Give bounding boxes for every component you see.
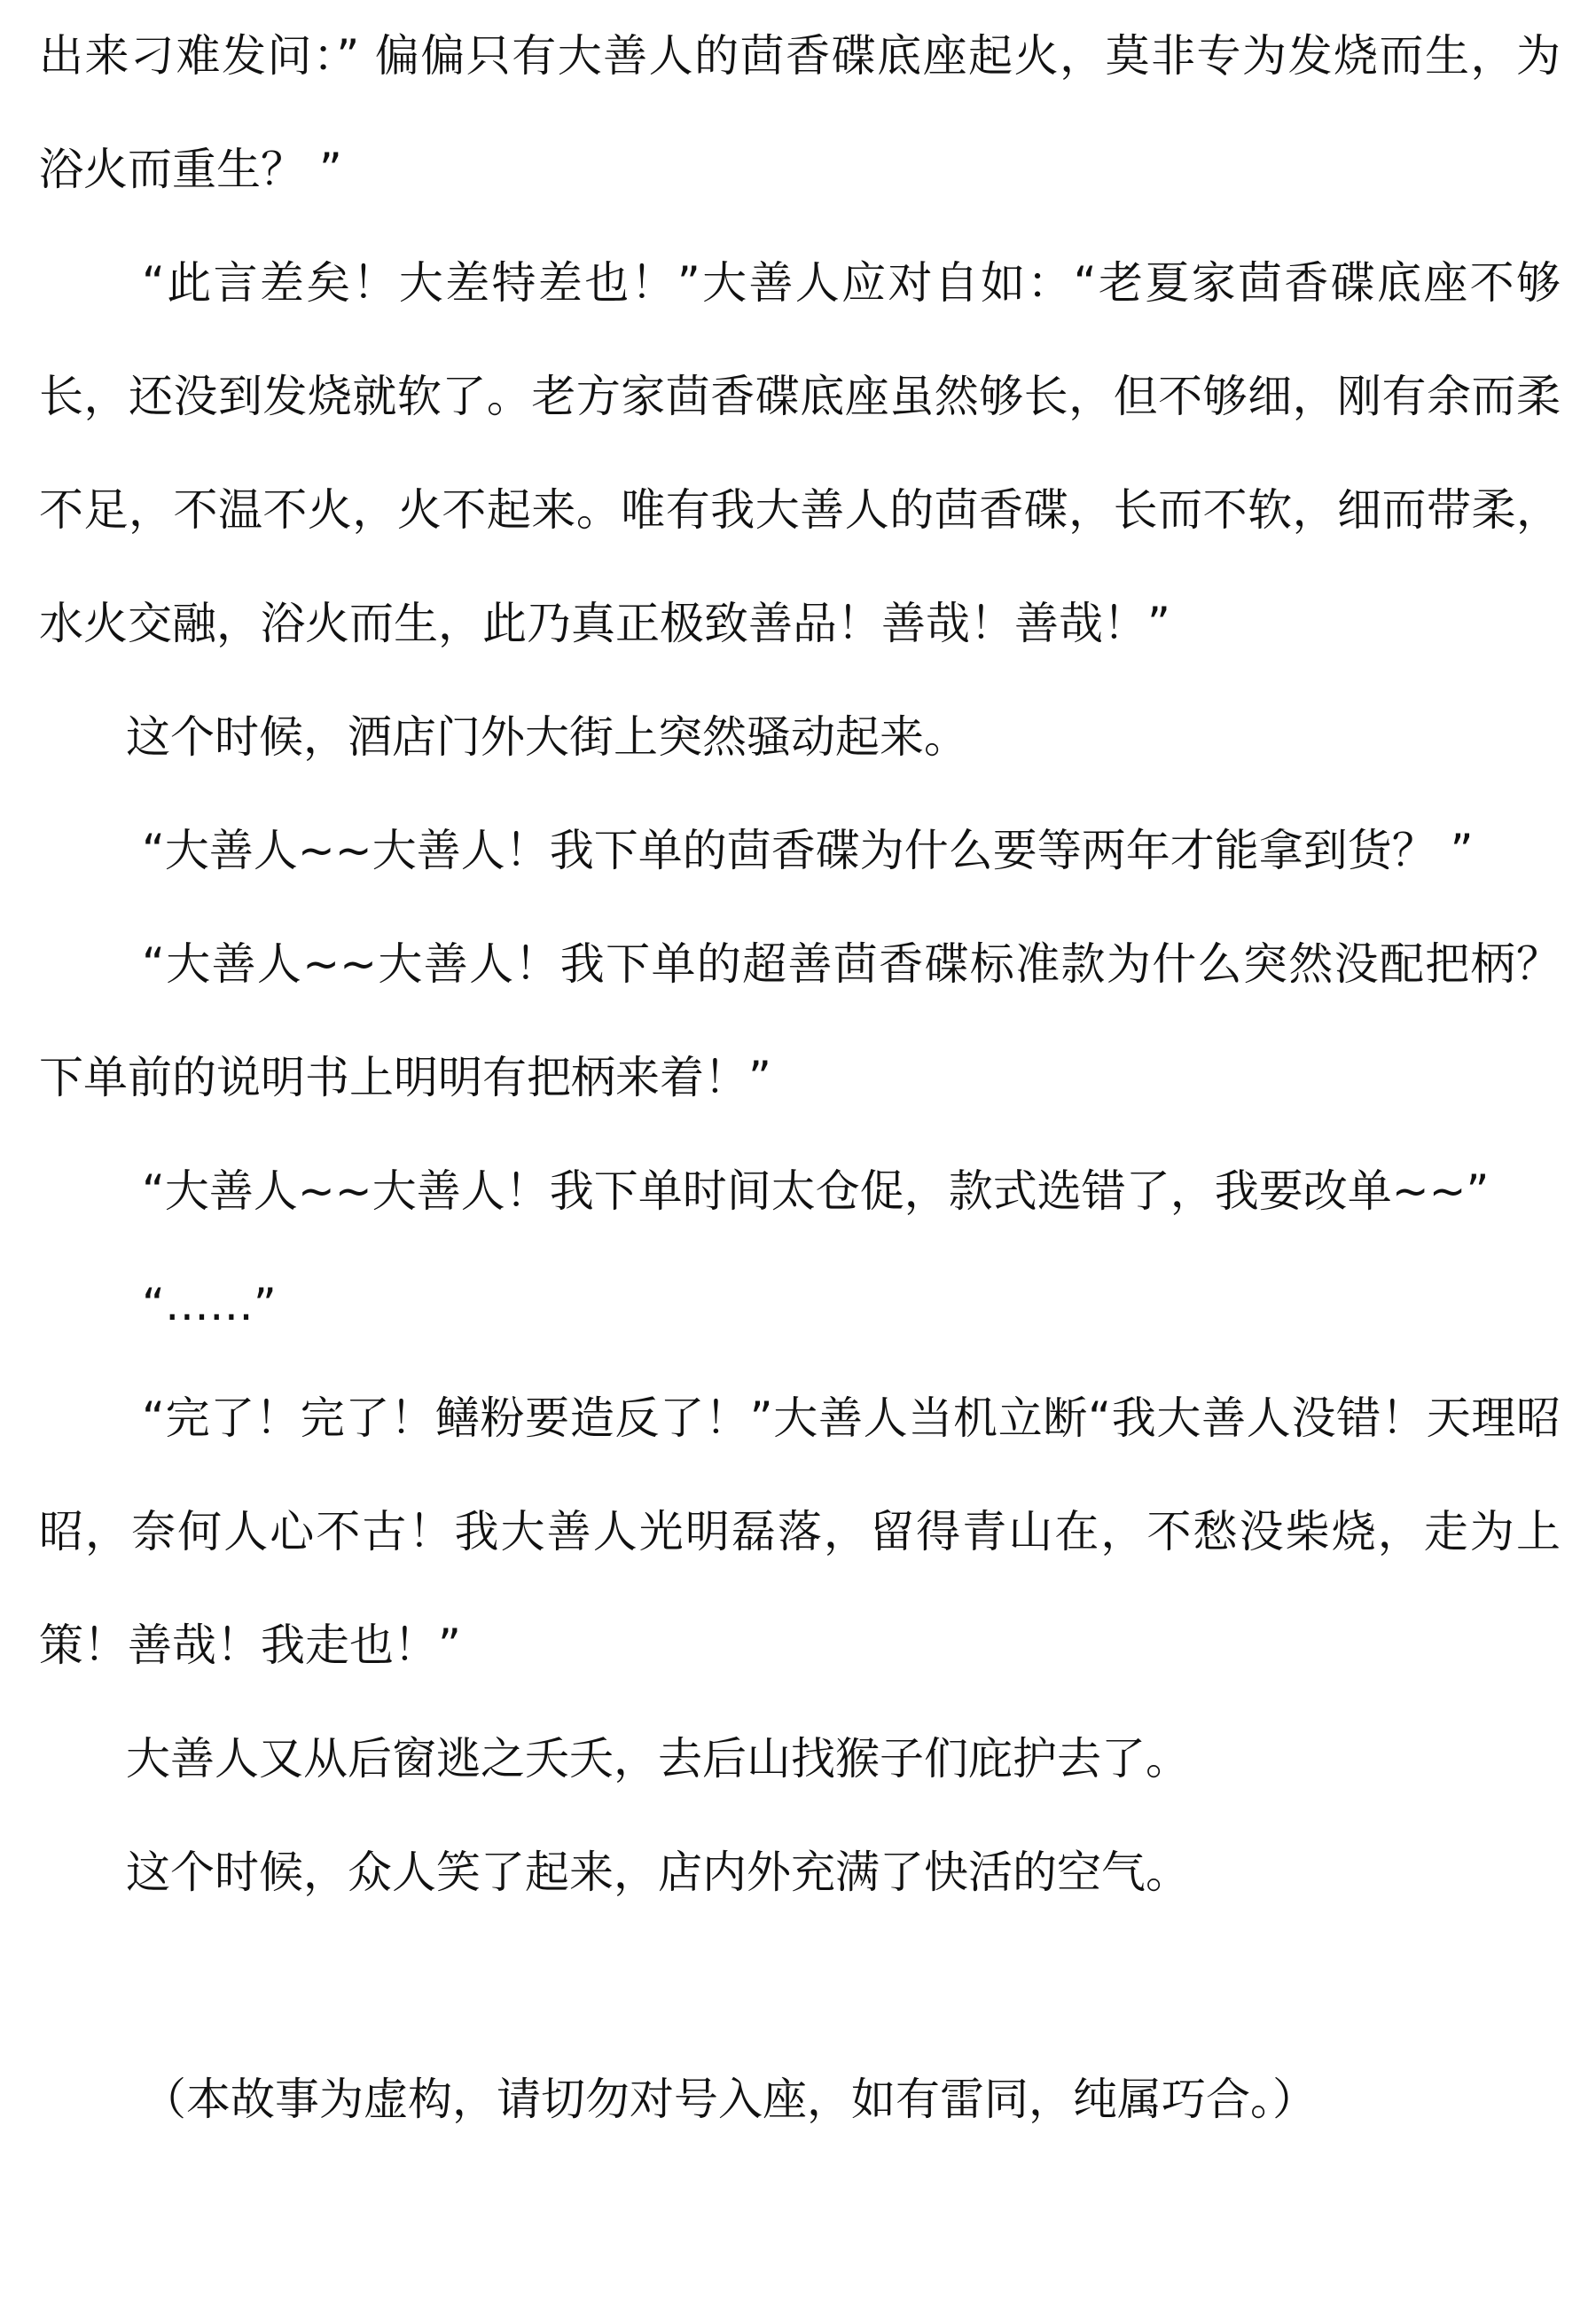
spacer bbox=[39, 1929, 1561, 2043]
paragraph: “大善人~~大善人！我下单的茴香碟为什么要等两年才能拿到货？ ” bbox=[142, 825, 1474, 876]
paragraph: “此言差矣！大差特差也！”大善人应对自如：“老夏家茴香碟底座不够长，还没到发烧就软了。老方家茴香碟底座虽然够长，但不够细，刚有余而柔不足，不温不火，火不起来。唯有我大善人的茴香碟，长而不软，细而带柔，水火交融，浴火而生，此乃真正极致善品！善哉！善哉！” bbox=[39, 257, 1561, 649]
document-body bbox=[39, 0, 1561, 2156]
paragraph: 出来刁难发问：” 偏偏只有大善人的茴香碟底座起火，莫非专为发烧而生，为浴火而重生？ ” bbox=[39, 30, 1561, 195]
disclaimer-note: （本故事为虚构，请切勿对号入座，如有雷同，纯属巧合。） bbox=[142, 2074, 1317, 2125]
paragraph: 这个时候，酒店门外大街上突然骚动起来。 bbox=[126, 711, 968, 763]
paragraph: 这个时候，众人笑了起来，店内外充满了快活的空气。 bbox=[126, 1847, 1190, 1898]
paragraph: 大善人又从后窗逃之夭夭，去后山找猴子们庇护去了。 bbox=[126, 1733, 1190, 1784]
paragraph: “完了！完了！鳝粉要造反了！”大善人当机立断“我大善人没错！天理昭昭，奈何人心不古！我大善人光明磊落，留得青山在，不愁没柴烧，走为上策！善哉！我走也！” bbox=[39, 1392, 1561, 1671]
paragraph: “……” bbox=[142, 1279, 277, 1330]
paragraph: “大善人~~大善人！我下单时间太仓促，款式选错了，我要改单~~” bbox=[142, 1165, 1490, 1217]
paragraph: “大善人~~大善人！我下单的超善茴香碟标准款为什么突然没配把柄？下单前的说明书上明明有把柄来着！” bbox=[39, 938, 1561, 1103]
